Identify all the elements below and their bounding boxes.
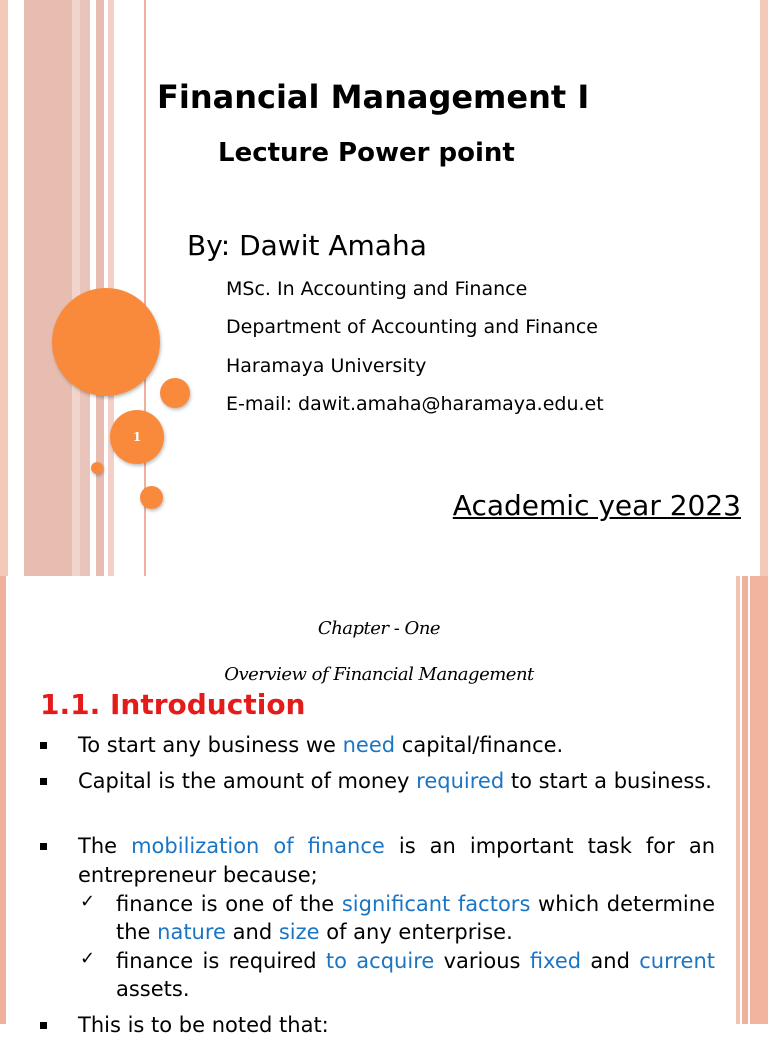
sub-bullet-item — [78, 947, 715, 1003]
square-bullet-icon — [40, 1022, 47, 1029]
checkmark-icon: ✓ — [80, 948, 96, 969]
bullet-text: Capital is the amount of money required to start a business. — [78, 769, 712, 793]
author-email: E-mail: dawit.amaha@haramaya.edu.et — [226, 393, 604, 415]
content-slide — [0, 576, 768, 1037]
decorative-stripe — [0, 576, 6, 1024]
bullet-item — [40, 731, 715, 760]
slide-title: Financial Management I — [157, 78, 590, 116]
bullet-text: The mobilization of finance is an important task for an entrepreneur because; — [78, 834, 716, 887]
bullet-text: To start any business we need capital/finance. — [78, 733, 564, 757]
bullet-item — [40, 832, 715, 890]
decorative-stripe — [760, 0, 768, 576]
slide-number: 1 — [132, 430, 142, 444]
checkmark-icon: ✓ — [80, 891, 96, 912]
chapter-label: Chapter - One — [317, 618, 441, 639]
sub-bullet-text: finance is required to acquire various fixed and current assets. — [116, 949, 715, 1001]
decorative-stripe — [24, 0, 72, 576]
author-university: Haramaya University — [226, 355, 427, 377]
author-name: By: Dawit Amaha — [187, 229, 427, 262]
author-degree: MSc. In Accounting and Finance — [226, 278, 528, 300]
square-bullet-icon — [40, 843, 47, 850]
bullet-item — [40, 1011, 715, 1040]
decorative-stripe — [736, 576, 740, 1024]
square-bullet-icon — [40, 742, 47, 749]
slide-subtitle: Lecture Power point — [218, 138, 515, 168]
chapter-title: Overview of Financial Management — [224, 664, 534, 685]
decorative-circle-small — [140, 486, 163, 509]
section-heading: 1.1. Introduction — [40, 688, 306, 721]
decorative-stripe — [0, 0, 8, 576]
decorative-stripe — [80, 0, 90, 576]
slide-number-badge — [110, 410, 164, 464]
decorative-circle-large — [52, 288, 160, 396]
bullet-item — [40, 767, 715, 796]
academic-year: Academic year 2023 — [452, 489, 741, 522]
sub-bullet-item — [78, 890, 715, 946]
square-bullet-icon — [40, 778, 47, 785]
sub-bullet-text: finance is one of the significant factors which determine the nature and size of any enterprise. — [116, 892, 715, 944]
author-department: Department of Accounting and Finance — [226, 316, 598, 338]
decorative-stripe — [742, 576, 748, 1024]
decorative-stripe — [750, 576, 768, 1024]
decorative-stripe — [72, 0, 80, 576]
decorative-circle-medium — [160, 378, 190, 408]
decorative-circle-tiny — [91, 462, 103, 474]
bullet-text: This is to be noted that: — [78, 1013, 329, 1037]
